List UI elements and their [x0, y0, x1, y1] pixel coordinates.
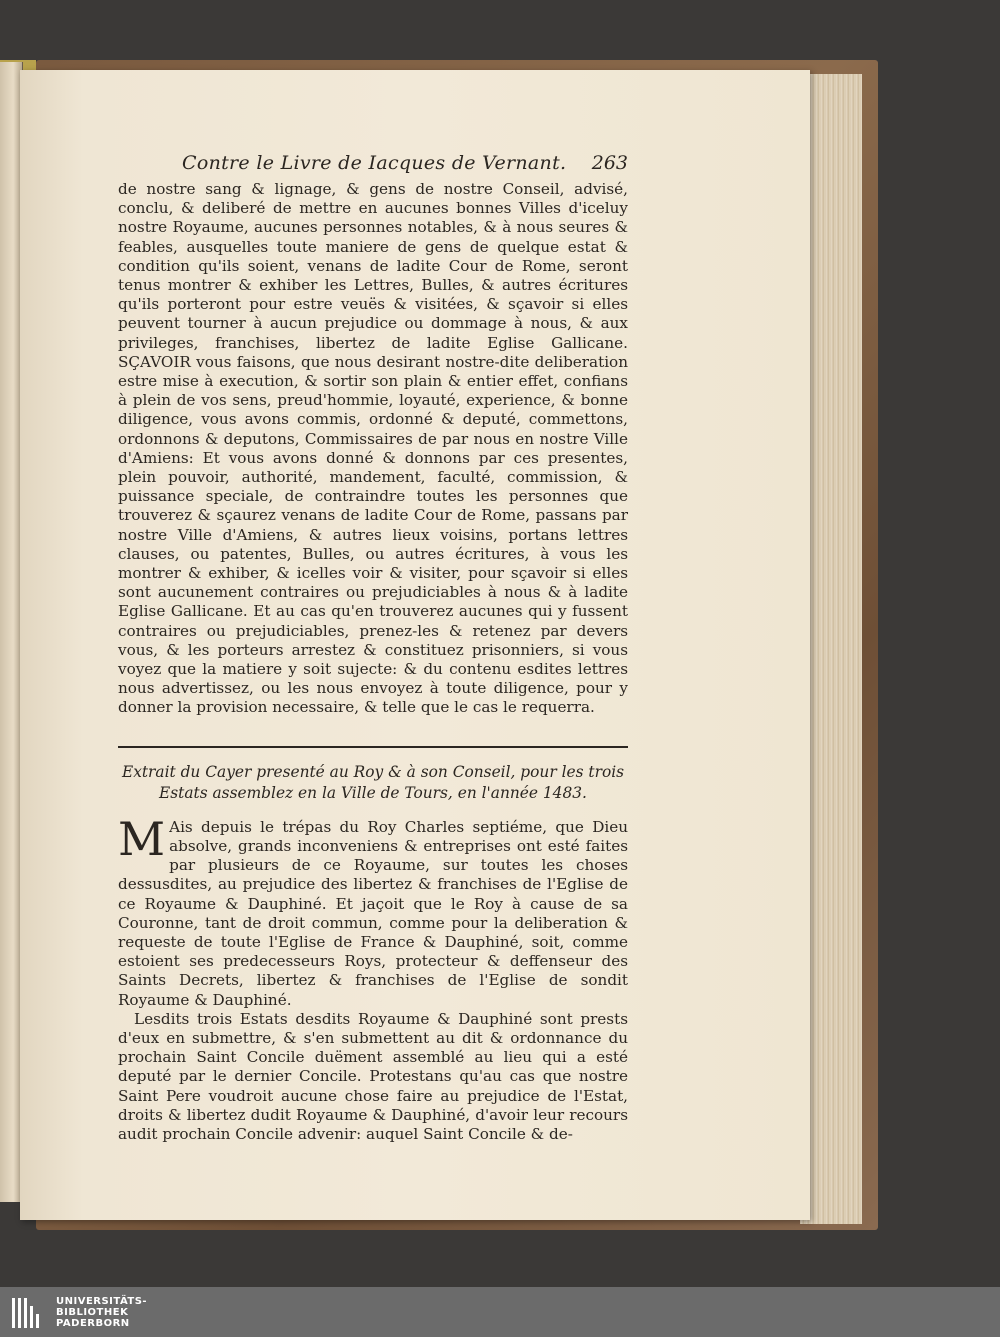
- book-page: [20, 70, 810, 1220]
- section-paragraph-2: Lesdits trois Estats desdits Royaume & Dauphiné sont prests d'eux en submettre, & s'en submettent au dit & ordonnance du prochain Saint Concile duëment assemblé au lieu qui a esté deputé par le dernier Concile. Protestans qu'au cas que nostre Saint Pere voudroit aucune chose faire au prejudice de l'Estat, droits & libertez dudit Royaume & Dauphiné, d'avoir leur recours audit prochain Concile advenir: auquel Saint Concile & de-: [118, 1009, 628, 1143]
- footer-bar: [0, 1287, 1000, 1337]
- section-rule: [118, 746, 628, 748]
- library-name-line-1: UNIVERSITÄTS-: [56, 1295, 148, 1307]
- running-title: Contre le Livre de Iacques de Vernant.: [182, 152, 567, 174]
- page-number: 263: [591, 152, 628, 174]
- section-paragraph-1: [118, 811, 628, 1010]
- library-name-line-3: PADERBORN: [56, 1317, 130, 1329]
- page-content: [118, 152, 628, 1144]
- body-paragraph: de nostre sang & lignage, & gens de nostre Conseil, advisé, conclu, & deliberé de mettre en aucunes bonnes Villes d'iceluy nostre Royaume, aucunes personnes notables, & à nous seures & feables, ausquelles toute maniere de gens de quelque estat & condition qu'ils soient, venans de ladite Cour de Rome, seront tenus montrer & exhiber les Lettres, Bulles, & autres écritures qu'ils porteront pour estre veuës & visitées, & sçavoir si elles peuvent tourner à aucun prejudice ou dommage à nous, & aux privileges, franchises, libertez de ladite Eglise Gallicane. SÇAVOIR vous faisons, que nous desirant nostre-dite deliberation estre mise à execution, & sortir son plain & entier effet, confians à plein de vos sens, preud'hommie, loyauté, experience, & bonne diligence, vous avons commis, ordonné & deputé, commettons, ordonnons & deputons, Commissaires de par nous en nostre Ville d'Amiens: Et vous avons donné & donnons par ces presentes, plein pouvoir, authorité, mandement, faculté, commission, & puissance speciale, de contraindre toutes les personnes que trouverez & sçaurez venans de ladite Cour de Rome, passans par nostre Ville d'Amiens, & autres lieux voisins, portans lettres clauses, ou patentes, Bulles, ou autres écritures, à vous les montrer & exhiber, & icelles voir & visiter, pour sçavoir si elles sont aucunement contraires ou prejudiciables à nous & à ladite Eglise Gallicane. Et au cas qu'en trouverez aucunes qui y fussent contraires ou prejudiciables, prenez-les & retenez par devers vous, & les porteurs arrestez & constituez prisonniers, si vous voyez que la matiere y soit sujecte: & du contenu esdites lettres nous advertissez, ou les nous envoyez à toute diligence, pour y donner la provision necessaire, & telle que le cas le requerra.: [118, 180, 628, 717]
- drop-cap: M: [118, 811, 166, 866]
- section-title-line-1: Extrait du Cayer presenté au Roy & à son Conseil, pour les trois: [121, 762, 625, 781]
- library-name-line-2: BIBLIOTHEK: [56, 1306, 129, 1318]
- library-logo-icon: [12, 1294, 48, 1330]
- section-title-line-2: Estats assemblez en la Ville de Tours, en l'année 1483.: [159, 783, 587, 802]
- section-title: [118, 762, 628, 804]
- section-paragraph-1-text: Ais depuis le trépas du Roy Charles septiéme, que Dieu absolve, grands inconveniens & entreprises ont esté faites par plusieurs de ce Royaume, sur toutes les choses dessusdites, au prejudice des libertez & franchises de l'Eglise de ce Royaume & Dauphiné. Et jaçoit que le Roy à cause de sa Couronne, tant de droit commun, comme pour la deliberation & requeste de toute l'Eglise de France & Dauphiné, soit, comme estoient ses predecesseurs Roys, protecteur & deffenseur des Saints Decrets, libertez & franchises de l'Eglise de sondit Royaume & Dauphiné.: [118, 817, 628, 1009]
- section-body: [118, 811, 628, 1144]
- running-head: [118, 152, 628, 180]
- library-logo-text: [56, 1296, 147, 1329]
